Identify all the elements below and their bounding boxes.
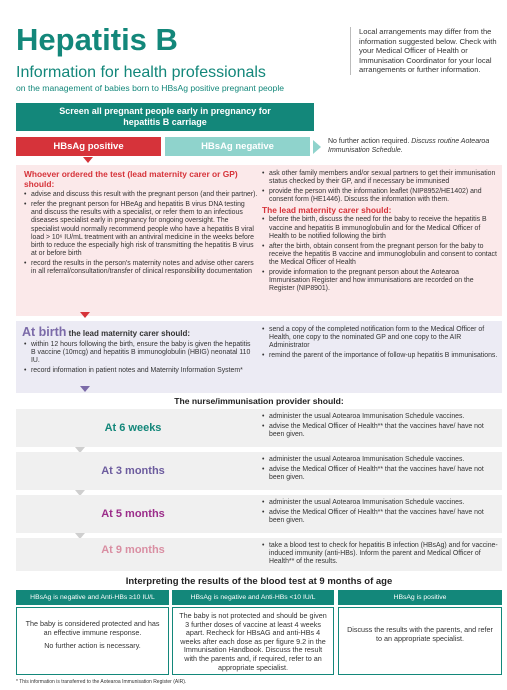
list-item: • provide information to the pregnant person about the Aotearoa Immunisation Register and how immunisations are recorded on the Register (NIP8901). [262, 269, 498, 294]
ordered-test-column [24, 170, 258, 278]
visit-9-months [16, 538, 502, 571]
at-birth-list-right [262, 326, 498, 360]
ordered-test-list [24, 191, 258, 276]
visit-6-weeks [16, 409, 502, 447]
result-text-secondary: No further action is necessary. [44, 641, 141, 651]
result-box-positive [338, 607, 502, 675]
at-birth-panel [16, 321, 502, 393]
page-subtitle: Information for health professionals [16, 64, 266, 81]
list-item: • advise the Medical Officer of Health** that the vaccines have/ have not been given. [262, 466, 498, 482]
list-item: • record the results in the person's maternity notes and advise other carers in all referral/consultation/transfer of clinical responsibility documentation [24, 260, 258, 276]
visit-5-months [16, 495, 502, 533]
result-box-protected [16, 607, 169, 675]
lmc-heading: The lead maternity carer should: [262, 204, 392, 215]
hbsag-negative-tab: HBsAg negative [165, 137, 310, 156]
screening-banner-line2: hepatitis B carriage [123, 117, 207, 127]
visit-label: At 5 months [101, 508, 165, 520]
result-box-not-protected [172, 607, 334, 675]
page-title: Hepatitis B [16, 22, 178, 57]
result-tab-not-protected: HBsAg is negative and Anti-HBs <10 IU/L [172, 590, 334, 605]
lmc-list [262, 216, 498, 293]
ordered-test-list-continued [262, 170, 498, 204]
list-item: • refer the pregnant person for HBeAg and hepatitis B virus DNA testing and discuss the results with a specialist, or refer them to an infectious diseases specialist early in pregnancy for ongoing oversight. The specialist would normally recommend people who have a hepatitis B viral load > 10⁶ IU/mL treatment with an antiviral medicine in the weeks before birth to reduce the especially high risk of transmitting the hepatitis B virus at or before birth [24, 201, 258, 258]
ordered-test-heading: Whoever ordered the test (lead maternity carer or GP) should: [24, 169, 238, 189]
result-text: Discuss the results with the parents, and refer to an appropriate specialist. [347, 625, 493, 643]
footnote: * This information is transferred to the Aotearoa Immunisation Register (AIR). [16, 679, 187, 685]
result-text: The baby is not protected and should be given 3 further doses of vaccine at least 4 weeks apart. Recheck for HBsAG and anti-HBs 4 weeks after each dose as per figure 9.2 in the Immunisation Handbook. Discuss the result with the parents and, if required, refer to an appropriate specialist. [179, 611, 327, 672]
at-birth-heading-rest: the lead maternity carer should: [66, 329, 191, 338]
list-item: • within 12 hours following the birth, ensure the baby is given the hepatitis B vaccine (10mcg) and hepatitis B immunoglobulin (HBIG) neonatal 110 IU. [24, 341, 256, 366]
lmc-column [262, 170, 498, 295]
interpretation-heading: Interpreting the results of the blood test at 9 months of age [125, 576, 393, 587]
negative-note-plain: No further action required. [328, 138, 412, 145]
page-subtitle-secondary: on the management of babies born to HBsAg positive pregnant people [16, 83, 285, 93]
visit-actions [262, 499, 498, 527]
list-item: • remind the parent of the importance of follow-up hepatitis B immunisations. [262, 352, 498, 360]
list-item: • advise and discuss this result with the pregnant person (and their partner). [24, 191, 258, 199]
negative-arrow-icon [313, 140, 321, 154]
list-item: • administer the usual Aotearoa Immunisation Schedule vaccines. [262, 499, 498, 507]
visit-actions [262, 542, 498, 568]
visit-label: At 6 weeks [104, 422, 162, 434]
screening-banner-line1: Screen all pregnant people early in pregnancy for [59, 106, 271, 116]
at-birth-right-column [262, 326, 498, 362]
at-birth-list [24, 341, 256, 375]
list-item: • after the birth, obtain consent from the pregnant person for the baby to receive the hepatitis B vaccine and immunoglobulin and consent to contact the Medical Officer of Health [262, 243, 498, 268]
list-item: • advise the Medical Officer of Health** that the vaccines have/ have not been given. [262, 509, 498, 525]
list-item: • before the birth, discuss the need for the baby to receive the hepatitis B vaccine and hepatitis B immunoglobulin and for the Medical Officer of Health to be notified following the birth [262, 216, 498, 241]
visit-3-months [16, 452, 502, 490]
visit-label: At 9 months [101, 544, 165, 556]
list-item: • record information in patient notes and Maternity Information System* [24, 367, 256, 375]
list-item: • provide the person with the information leaflet (NIP8952/HE1402) and consent form (HE1446). Discuss the information with them. [262, 188, 498, 204]
list-item: • administer the usual Aotearoa Immunisation Schedule vaccines. [262, 456, 498, 464]
result-text: The baby is considered protected and has an effective immune response. [25, 619, 160, 637]
result-tab-protected: HBsAg is negative and Anti-HBs ≥10 IU/L [16, 590, 169, 605]
nurse-provider-heading: The nurse/immunisation provider should: [174, 396, 344, 406]
positive-actions-panel [16, 165, 502, 316]
at-birth-left-column [24, 341, 256, 377]
list-item: • ask other family members and/or sexual partners to get their immunisation status checked by their GP, and if necessary be immunised [262, 170, 498, 186]
at-birth-heading-big: At birth [22, 325, 67, 339]
list-item: • send a copy of the completed notification form to the Medical Officer of Health, one copy to the nominated GP and one copy to the AIR Administrator [262, 326, 498, 351]
list-item: • administer the usual Aotearoa Immunisation Schedule vaccines. [262, 413, 498, 421]
hbsag-positive-tab: HBsAg positive [16, 137, 161, 156]
result-tab-positive: HBsAg is positive [338, 590, 502, 605]
screening-banner [16, 103, 314, 131]
down-arrow-icon [80, 386, 90, 392]
at-birth-heading [22, 325, 262, 339]
down-arrow-icon [80, 312, 90, 318]
visit-actions [262, 456, 498, 484]
negative-result-note [328, 138, 500, 155]
negative-note-italic: Discuss routine Aotearoa Immunisation Schedule. [328, 138, 490, 154]
visit-label: At 3 months [101, 465, 165, 477]
list-item: • take a blood test to check for hepatitis B infection (HBsAg) and for vaccine-induced immunity (anti-HBs). Inform the parent and Medical Officer of Health** of the results. [262, 542, 498, 567]
local-arrangements-note: Local arrangements may differ from the information suggested below. Check with your Medical Officer of Health or Immunisation Coordinator for your local arrangements or further information. [350, 27, 500, 75]
list-item: • advise the Medical Officer of Health** that the vaccines have/ have not been given. [262, 423, 498, 439]
down-arrow-icon [83, 157, 93, 163]
visit-actions [262, 413, 498, 441]
